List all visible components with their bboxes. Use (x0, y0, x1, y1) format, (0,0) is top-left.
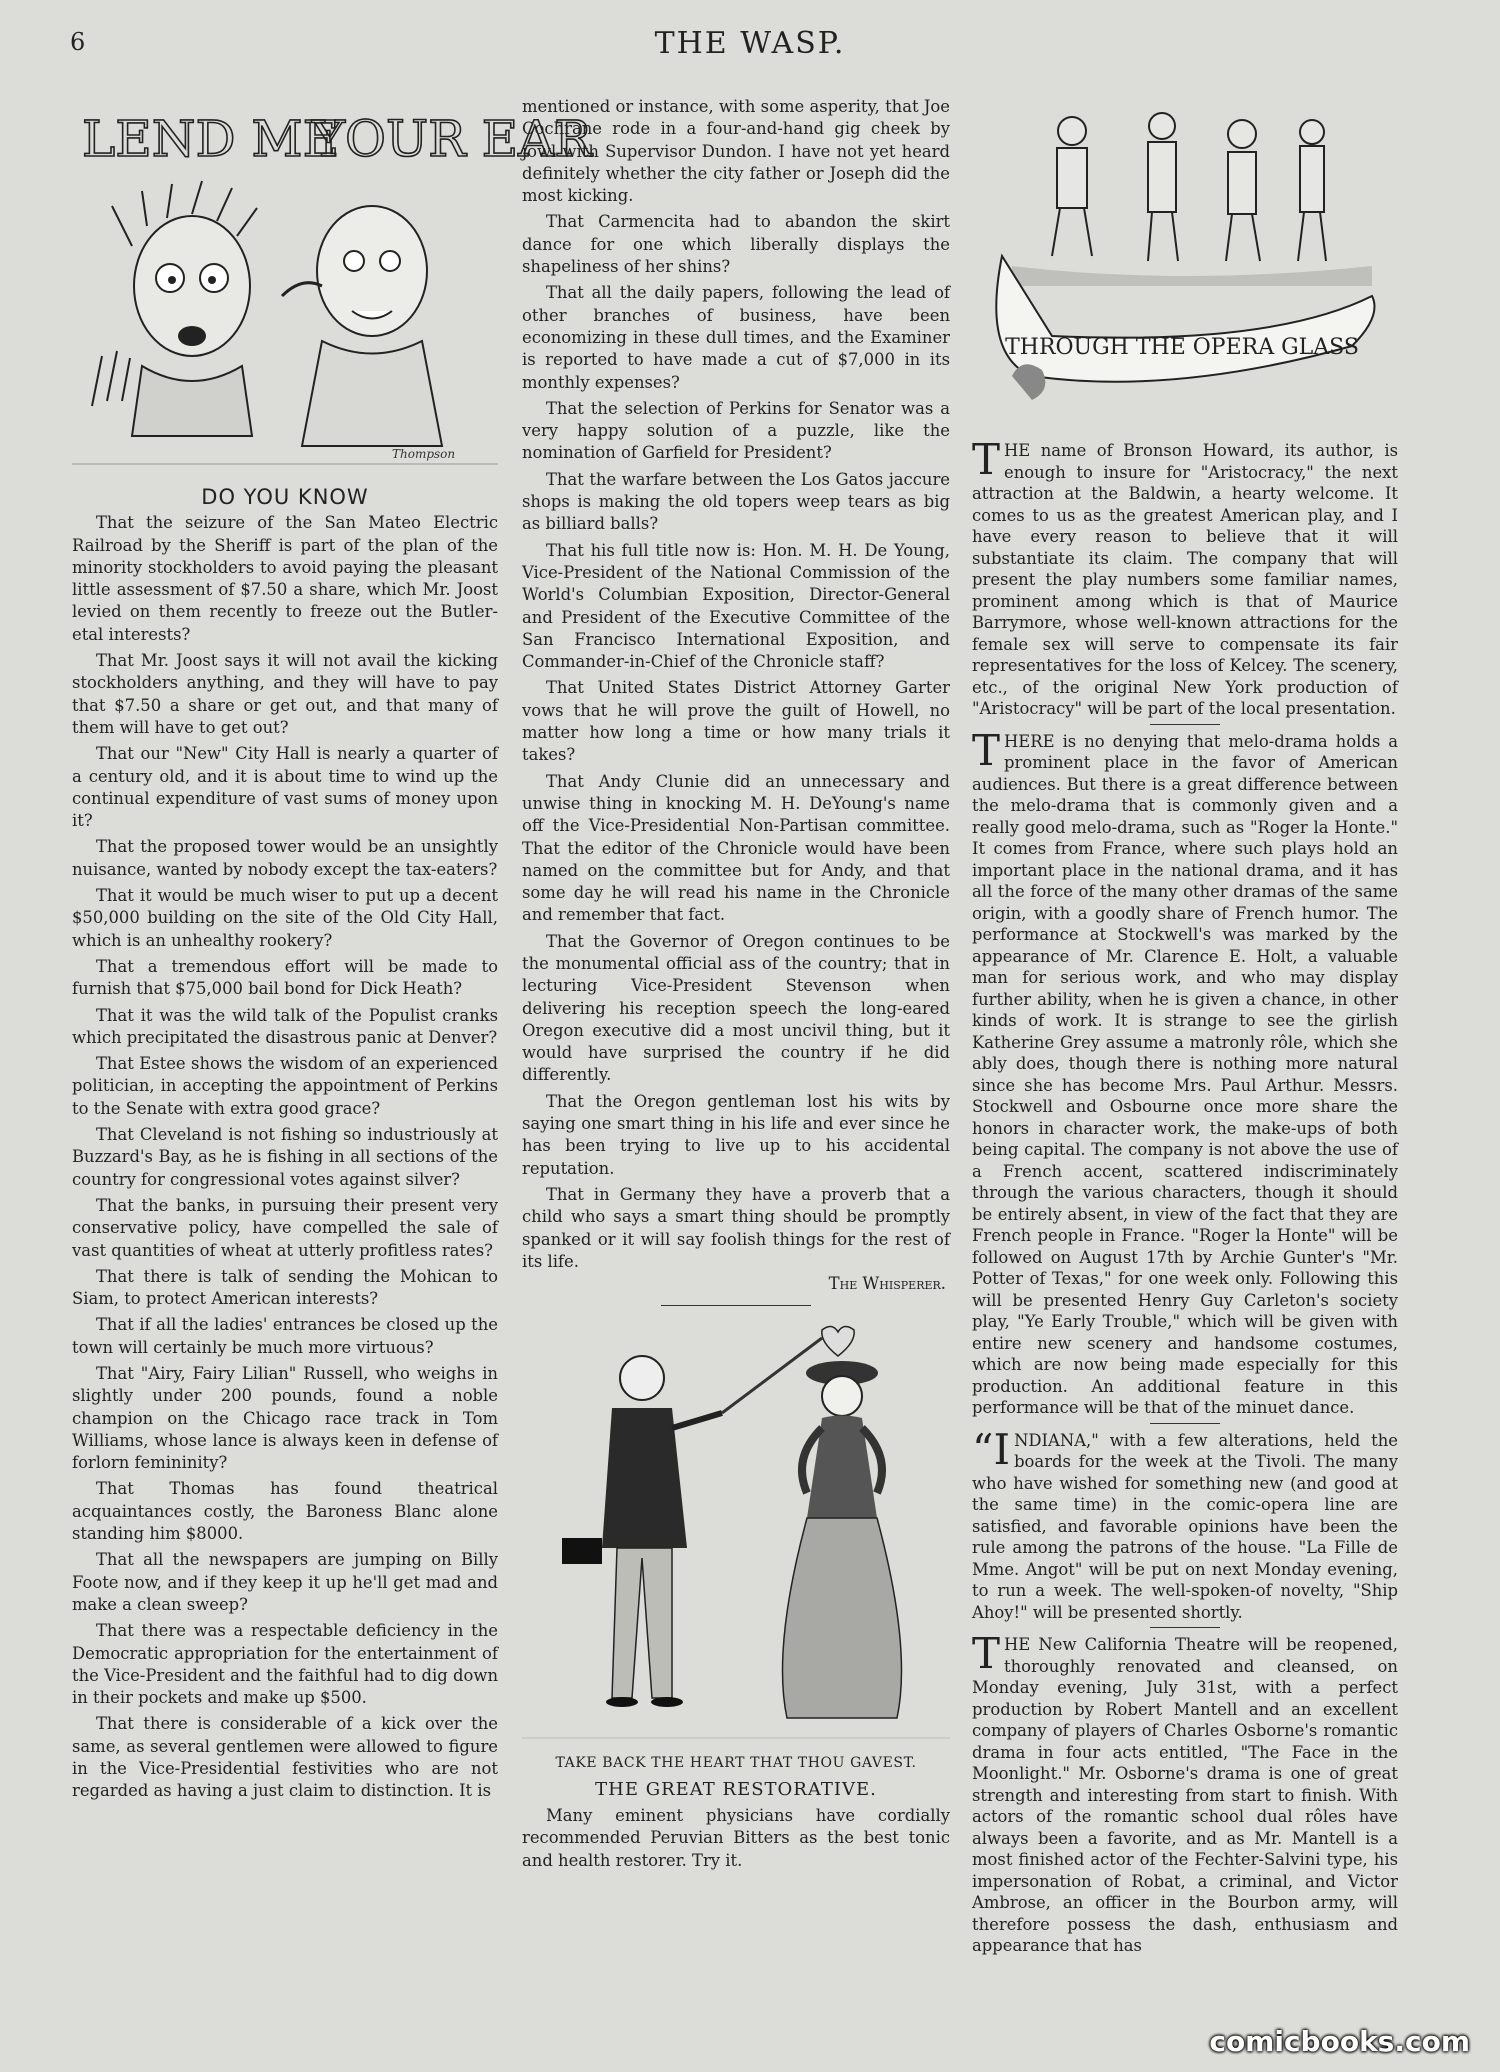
divider (1150, 1423, 1220, 1424)
c3-text: HERE is no denying that melo-drama holds a prominent place in the favor of American audiences. But there is a great difference between the melo-drama that is commonly given and a really good melo-drama, such as "Roger la Honte." It comes from France, where such plays hold an important place in the national drama, and it has all the force of the many other dramas of the same origin, with a goodly share of French humor. The performance at Stockwell's was marked by the appearance of Mr. Clarence E. Holt, a valuable man for serious work, and who may display further ability, when he is given a chance, in other kinds of work. It is strange to see the girlish Katherine Grey assume a matronly rôle, which she ably does, though there is nothing more natural since she has become Mrs. Paul Arthur. Messrs. Stockwell and Osbourne once more share the honors in character work, the make-ups of both being capital. The company is not above the use of a French accent, scattered indiscriminately through the various characters, though it should be entirely absent, in view of the fact that they are French people in France. "Roger la Honte" will be followed on August 17th by Archie Gunter's "Mr. Potter of Texas," for one week only. Following this will be presented Henry Guy Carleton's society play, "Ye Early Trouble," which will be given with entire new scenery and handsome costumes, which are now being made especially for this production. An additional feature in this performance will be that of the minuet dance. (972, 731, 1398, 1417)
watermark: comicbooks.com (1209, 2025, 1470, 2058)
ad-heading: THE GREAT RESTORATIVE. (595, 1778, 877, 1800)
c3-paragraph-indiana (972, 1424, 1398, 1624)
opera-banner-text: THROUGH THE OPERA GLASS (1005, 335, 1359, 360)
c1-paragraph: That "Airy, Fairy Lilian" Russell, who weighs in slightly under 200 pounds, found a noble champion on the Chicago race track in Tom Williams, whose lance is always keen in defense of forlorn femininity? (72, 1363, 498, 1473)
c1-paragraph: That there is considerable of a kick over the same, as several gentlemen were allowed to figure in the Vice-Presidential festivities who are not regarded as having a just claim to distinction. It is (72, 1714, 498, 1801)
c1-paragraph: That all the newspapers are jumping on Billy Foote now, and if they keep it up he'll get mad and make a clean sweep? (72, 1550, 498, 1614)
c2-paragraph: That Andy Clunie did an unnecessary and unwise thing in knocking M. H. DeYoung's name off the Vice-Presidential Non-Partisan committee. That the editor of the Chronicle would have been named on the committee but for Andy, and that some day he will read his name in the Chronicle and remember that fact. (522, 771, 950, 925)
c1-paragraph: That it would be much wiser to put up a decent $50,000 building on the site of the Old City Hall, which is an unhealthy rookery? (72, 886, 498, 950)
c1-paragraph: That Cleveland is not fishing so industriously at Buzzard's Bay, as he is fishing in all sections of the country for congressional votes against silver? (72, 1125, 498, 1189)
c3-paragraph-aristocracy (972, 435, 1398, 720)
drop-cap: T (972, 435, 1001, 484)
c2-paragraph: That the Governor of Oregon continues to be the monumental official ass of the country; that in lecturing Vice-President Stevenson when delivering his reception speech the long-eared Oregon executive did a most uncivil thing, but it would have surprised the country if he did differently. (522, 931, 950, 1085)
c2-paragraph: That in Germany they have a proverb that a child who says a smart thing should be promptly spanked or it will say foolish things for the rest of its life. (522, 1184, 950, 1271)
illustration-title-1: LEND ME (82, 110, 340, 168)
illustration-signature: Thompson (392, 447, 456, 461)
c1-paragraph: That there was a respectable deficiency in the Democratic appropriation for the entertainment of the Vice-President and the faithful had to dig down in their pockets and make up $500. (72, 1621, 498, 1708)
c2-paragraph: mentioned or instance, with some asperity, that Joe Cochrane rode in a four-and-hand gig cheek by jowl with Supervisor Dundon. I have not yet heard definitely whether the city father or Joseph did the most kicking. (522, 97, 950, 206)
column-3 (972, 96, 1398, 1959)
c2-paragraph: That the Oregon gentleman lost his wits by saying one smart thing in his life and ever since he has been trying to live up to his accidental reputation. (522, 1091, 950, 1178)
drop-cap: T (972, 725, 1001, 775)
c1-paragraph: That our "New" City Hall is nearly a quarter of a century old, and it is about time to wind up the continual expenditure of vast sums of money upon it? (72, 744, 498, 831)
drop-cap: T (972, 1629, 1001, 1678)
c1-paragraph: That the seizure of the San Mateo Electric Railroad by the Sheriff is part of the plan of the minority stockholders to avoid paying the pleasant little assessment of $7.50 a share, which Mr. Joost levied on them recently to freeze out the Butler-etal interests? (72, 513, 498, 644)
masthead: THE WASP. (654, 26, 846, 61)
page-number: 6 (70, 28, 86, 56)
c1-paragraph: That the banks, in pursuing their present very conservative policy, have compelled the sale of vast quantities of wheat at utterly profitless rates? (72, 1195, 498, 1260)
column-2 (522, 96, 950, 1876)
c1-paragraph: That Thomas has found theatrical acquaintances costly, the Baroness Blanc alone standing him $8000. (72, 1479, 498, 1544)
c1-paragraph: That there is talk of sending the Mohican to Siam, to protect American interests? (72, 1266, 498, 1309)
c1-paragraph: That if all the ladies' entrances be closed up the town will certainly be much more virtuous? (72, 1315, 498, 1357)
c1-paragraph: That Estee shows the wisdom of an experienced politician, in accepting the appointment of Perkins to the Senate with extra good grace? (72, 1054, 498, 1118)
illustration-title-2: YOUR EAR (312, 110, 592, 168)
do-you-know-heading: DO YOU KNOW (201, 485, 369, 509)
gentleman-and-lady-cartoon-icon (522, 1318, 950, 1748)
c3-text: NDIANA," with a few alterations, held the boards for the week at the Tivoli. The many who have wished for something new (and good at the same time) in the comic-opera line are satisfied, and favorable opinions have been the rule among the patrons of the house. "La Fille de Mme. Angot" will be put on next Monday evening, to run a week. The well-spoken-of novelty, "Ship Ahoy!" will be presented shortly. (972, 1430, 1398, 1622)
c3-text: HE New California Theatre will be reopened, thoroughly renovated and cleansed, on Monday evening, July 31st, with a perfect production by Robert Mantell and an excellent company of players of Charles Osborne's romantic drama in four acts entitled, "The Face in the Moonlight." Mr. Osborne's drama is one of great strength and interesting from start to finish. With actors of the romantic school dual rôles have always been a favorite, and as Mr. Mantell is a most finished actor of the Fechter-Salvini type, his impersonation of Robat, a criminal, and Victor Ambrose, an officer in the Bourbon army, will therefore possess the dash, enthusiasm and appearance that has (972, 1635, 1398, 1955)
column-1 (72, 96, 592, 1807)
c1-paragraph: That it was the wild talk of the Populist cranks which precipitated the disastrous panic at Denver? (72, 1005, 498, 1047)
signoff-whisperer: The Whisperer. (828, 1274, 946, 1294)
ad-text: Many eminent physicians have cordially recommended Peruvian Bitters as the best tonic and health restorer. Try it. (522, 1806, 950, 1870)
c1-paragraph: That Mr. Joost says it will not avail the kicking stockholders anything, and they will have to pay that $7.50 a share or get out, and that many of them will have to get out? (72, 651, 498, 737)
c3-paragraph-california-theatre (972, 1629, 1398, 1957)
two-men-cartoon-icon (72, 96, 592, 484)
c2-paragraph: That all the daily papers, following the lead of other branches of business, have been economizing in these dull times, and the Examiner is reported to have made a cut of $7,000 in its monthly expenses? (522, 283, 950, 392)
divider (1150, 1627, 1220, 1628)
c3-paragraph-melodrama (972, 725, 1398, 1419)
c1-paragraph: That a tremendous effort will be made to furnish that $75,000 bail bond for Dick Heath? (72, 956, 498, 999)
c1-paragraph: That the proposed tower would be an unsightly nuisance, wanted by nobody except the tax-eaters? (72, 837, 498, 879)
c2-paragraph: That the selection of Perkins for Senator was a very happy solution of a puzzle, like the nomination of Garfield for President? (522, 398, 950, 463)
c2-paragraph: That United States District Attorney Garter vows that he will prove the guilt of Howell, no matter how long a time or how many trials it takes? (522, 678, 950, 765)
drop-cap: “I (972, 1424, 1011, 1474)
cartoon-caption: TAKE BACK THE HEART THAT THOU GAVEST. (555, 1755, 917, 1772)
lend-me-your-ear-illustration (72, 96, 592, 484)
c2-paragraph: That his full title now is: Hon. M. H. De Young, Vice-President of the National Commission of the World's Columbian Exposition, Director-General and President of the Executive Committee of the San Francisco International Exposition, and Commander-in-Chief of the Chronicle staff? (522, 540, 950, 672)
c3-text: HE name of Bronson Howard, its author, is enough to insure for "Aristocracy," the next attraction at the Baldwin, a hearty welcome. It comes to us as the greatest American play, and I have every reason to believe that it will substantiate its claim. The company that will present the play numbers some familiar names, prominent among which is that of Maurice Barrymore, whose well-known attractions for the female sex will serve to compensate its fair representatives for the loss of Kelcey. The scenery, etc., of the original New York production of "Aristocracy" will be part of the local presentation. (972, 441, 1398, 718)
c2-paragraph: That the warfare between the Los Gatos jaccure shops is making the old topers weep tears as big as billiard balls? (522, 469, 950, 534)
opera-performers-icon (972, 96, 1398, 428)
opera-glass-illustration (972, 96, 1398, 440)
heart-cartoon-illustration (522, 1318, 950, 1748)
c2-paragraph: That Carmencita had to abandon the skirt dance for one which liberally displays the shapeliness of her shins? (522, 212, 950, 277)
divider (1150, 724, 1220, 725)
divider (661, 1305, 811, 1306)
